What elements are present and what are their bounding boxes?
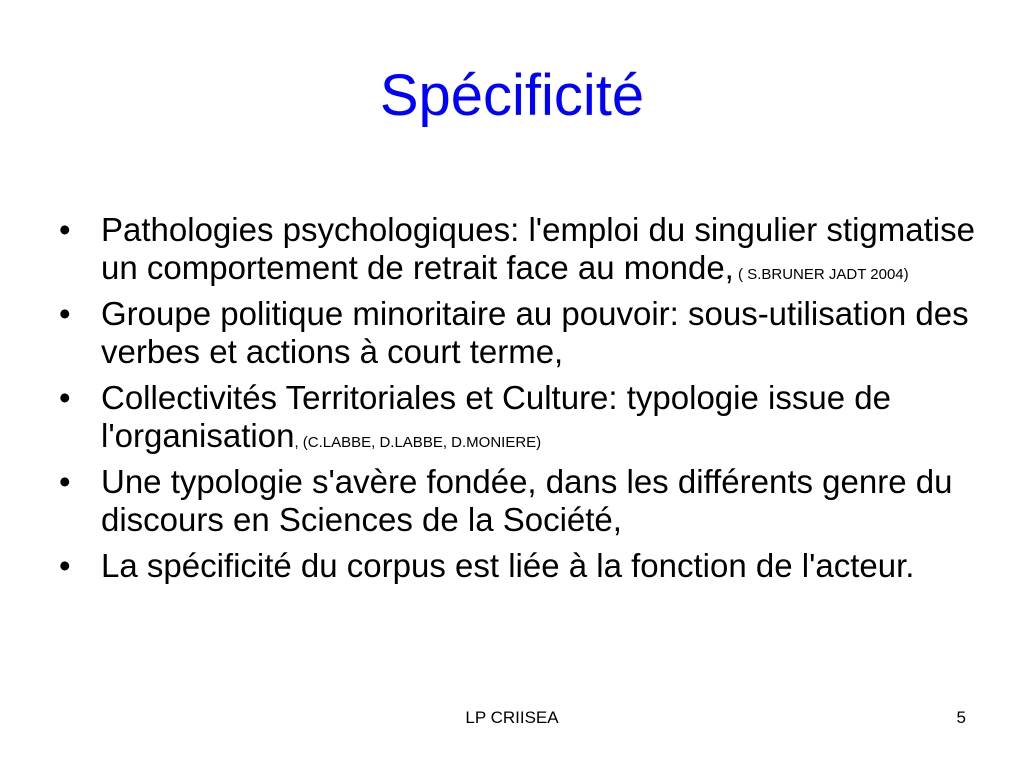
bullet-dot-icon: • (59, 463, 71, 500)
slide-title: Spécificité (379, 63, 645, 128)
bullet-text: La spécificité du corpus est liée à la fonction de l'acteur. (101, 547, 915, 584)
bullet-item (56, 463, 976, 539)
bullet-item (56, 379, 976, 455)
footer-label: LP CRIISEA (465, 708, 559, 727)
bullet-text: Groupe politique minoritaire au pouvoir: sous-utilisation des verbes et actions à court terme, (101, 295, 969, 370)
bullet-text: Pathologies psychologiques: l'emploi du singulier stigmatise un comportement de retrait face au monde, (101, 211, 975, 286)
bullet-citation: , (C.LABBE, D.LABBE, D.MONIERE) (294, 434, 542, 451)
bullet-dot-icon: • (59, 379, 71, 416)
bullet-list (56, 211, 976, 593)
bullet-text: Collectivités Territoriales et Culture: typologie issue de l'organisation (101, 379, 891, 454)
bullet-dot-icon: • (59, 211, 71, 248)
bullet-dot-icon: • (59, 295, 71, 332)
bullet-text: Une typologie s'avère fondée, dans les différents genre du discours en Sciences de la Société, (101, 463, 953, 538)
bullet-item (56, 547, 976, 585)
bullet-item (56, 211, 976, 287)
bullet-dot-icon: • (59, 547, 71, 584)
page-number: 5 (956, 708, 966, 727)
bullet-citation: ( S.BRUNER JADT 2004) (733, 266, 909, 283)
bullet-item (56, 295, 976, 371)
